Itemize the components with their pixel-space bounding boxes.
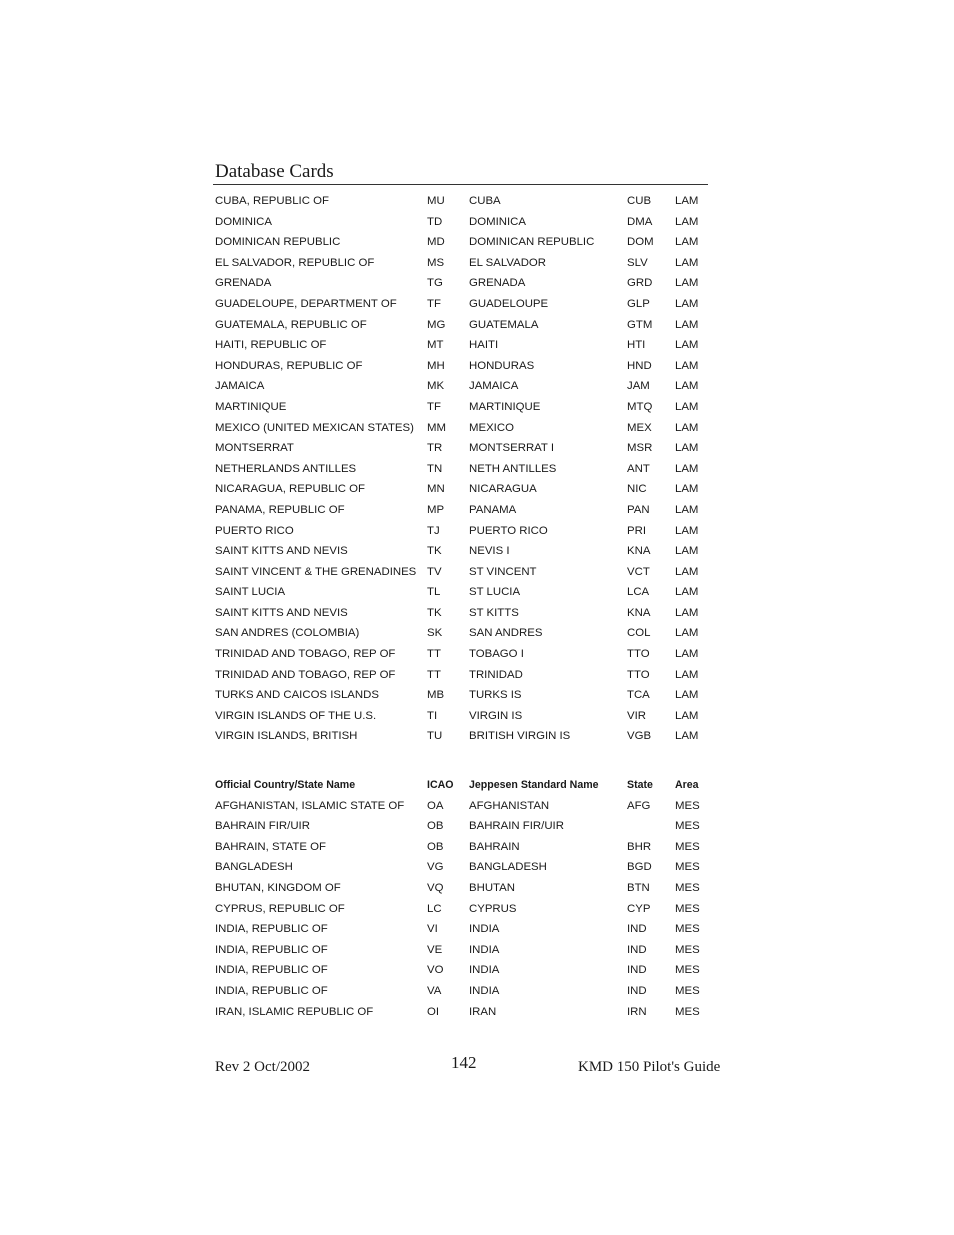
cell-state: TTO	[627, 648, 650, 661]
cell-jeppesen-name: INDIA	[469, 923, 500, 936]
cell-official-name: BHUTAN, KINGDOM OF	[215, 881, 341, 894]
cell-official-name: GRENADA	[215, 277, 272, 290]
table-row	[215, 603, 710, 624]
cell-state: IRN	[627, 1005, 647, 1018]
table-row	[215, 459, 710, 480]
cell-area: LAM	[675, 545, 699, 558]
cell-jeppesen-name: ST VINCENT	[469, 565, 537, 578]
table-row	[215, 500, 710, 521]
cell-official-name: JAMAICA	[215, 380, 265, 393]
cell-icao: TR	[427, 442, 443, 455]
cell-state: MTQ	[627, 400, 653, 413]
header-state: State	[627, 779, 653, 791]
cell-jeppesen-name: MONTSERRAT I	[469, 442, 555, 455]
cell-jeppesen-name: CYPRUS	[469, 902, 517, 915]
cell-state: BTN	[627, 881, 650, 894]
cell-jeppesen-name: CUBA	[469, 195, 501, 207]
cell-icao: TF	[427, 297, 441, 310]
table-row	[215, 191, 710, 212]
cell-area: MES	[675, 799, 700, 812]
table-row	[215, 232, 710, 253]
cell-icao: VE	[427, 943, 443, 956]
cell-area: LAM	[675, 730, 699, 743]
cell-state: BGD	[627, 861, 652, 874]
cell-area: LAM	[675, 503, 699, 516]
cell-icao: MG	[427, 318, 446, 331]
cell-state: IND	[627, 984, 647, 997]
cell-area: LAM	[675, 339, 699, 352]
cell-jeppesen-name: IRAN	[469, 1005, 497, 1018]
cell-official-name: BANGLADESH	[215, 861, 293, 874]
cell-state: VGB	[627, 730, 652, 743]
cell-area: LAM	[675, 318, 699, 331]
table-row	[215, 438, 710, 459]
cell-official-name: HONDURAS, REPUBLIC OF	[215, 359, 363, 372]
cell-state: DMA	[627, 215, 653, 228]
cell-official-name: VIRGIN ISLANDS, BRITISH	[215, 730, 358, 743]
table-row	[215, 479, 710, 500]
table-header-row	[215, 775, 710, 796]
cell-official-name: PANAMA, REPUBLIC OF	[215, 503, 345, 516]
cell-icao: VO	[427, 964, 444, 977]
cell-icao: MS	[427, 256, 445, 269]
cell-icao: MH	[427, 359, 445, 372]
cell-jeppesen-name: BHUTAN	[469, 881, 515, 894]
cell-state: KNA	[627, 545, 651, 558]
cell-area: LAM	[675, 442, 699, 455]
cell-official-name: INDIA, REPUBLIC OF	[215, 923, 328, 936]
table-row	[215, 273, 710, 294]
cell-area: LAM	[675, 421, 699, 434]
cell-jeppesen-name: HAITI	[469, 339, 499, 352]
cell-icao: TK	[427, 606, 442, 619]
cell-jeppesen-name: TURKS IS	[469, 689, 522, 702]
cell-icao: VI	[427, 923, 438, 936]
table-row	[215, 960, 710, 981]
cell-official-name: SAINT LUCIA	[215, 586, 286, 599]
cell-official-name: SAINT KITTS AND NEVIS	[215, 606, 348, 619]
cell-area: LAM	[675, 648, 699, 661]
cell-jeppesen-name: INDIA	[469, 964, 500, 977]
cell-area: LAM	[675, 689, 699, 702]
cell-area: LAM	[675, 297, 699, 310]
cell-official-name: TURKS AND CAICOS ISLANDS	[215, 689, 379, 702]
cell-state: IND	[627, 943, 647, 956]
cell-official-name: NETHERLANDS ANTILLES	[215, 462, 357, 475]
table-row	[215, 623, 710, 644]
footer-revision: Rev 2 Oct/2002	[215, 1059, 310, 1075]
cell-area: LAM	[675, 668, 699, 681]
footer-guide-title: KMD 150 Pilot's Guide	[578, 1059, 721, 1075]
cell-official-name: MEXICO (UNITED MEXICAN STATES)	[215, 421, 414, 434]
cell-state: ANT	[627, 462, 650, 475]
cell-official-name: INDIA, REPUBLIC OF	[215, 964, 328, 977]
cell-state: DOM	[627, 236, 654, 249]
cell-official-name: EL SALVADOR, REPUBLIC OF	[215, 256, 375, 269]
country-table-mes	[215, 775, 710, 1022]
cell-area: LAM	[675, 462, 699, 475]
cell-official-name: GUADELOUPE, DEPARTMENT OF	[215, 297, 397, 310]
cell-area: MES	[675, 881, 700, 894]
cell-icao: TT	[427, 648, 441, 661]
cell-area: MES	[675, 820, 700, 833]
table-row	[215, 521, 710, 542]
cell-jeppesen-name: GUADELOUPE	[469, 297, 549, 310]
cell-icao: TV	[427, 565, 442, 578]
table-row	[215, 253, 710, 274]
table-row	[215, 1002, 710, 1023]
cell-official-name: HAITI, REPUBLIC OF	[215, 339, 327, 352]
cell-icao: TI	[427, 709, 438, 722]
footer-page-number: 142	[451, 1053, 477, 1072]
cell-icao: VQ	[427, 881, 444, 894]
cell-jeppesen-name: AFGHANISTAN	[469, 799, 550, 812]
cell-official-name: INDIA, REPUBLIC OF	[215, 943, 328, 956]
cell-jeppesen-name: BAHRAIN FIR/UIR	[469, 820, 564, 833]
cell-official-name: BAHRAIN FIR/UIR	[215, 820, 310, 833]
cell-area: MES	[675, 1005, 700, 1018]
cell-icao: TG	[427, 277, 443, 290]
cell-jeppesen-name: NEVIS I	[469, 545, 510, 558]
cell-area: LAM	[675, 524, 699, 537]
cell-state: HND	[627, 359, 652, 372]
cell-jeppesen-name: NETH ANTILLES	[469, 462, 557, 475]
cell-state: LCA	[627, 586, 650, 599]
table-row	[215, 706, 710, 727]
cell-state: GRD	[627, 277, 653, 290]
cell-official-name: GUATEMALA, REPUBLIC OF	[215, 318, 367, 331]
cell-area: MES	[675, 964, 700, 977]
cell-jeppesen-name: PUERTO RICO	[469, 524, 548, 537]
cell-area: LAM	[675, 709, 699, 722]
cell-jeppesen-name: JAMAICA	[469, 380, 519, 393]
cell-icao: VA	[427, 984, 442, 997]
cell-state: HTI	[627, 339, 646, 352]
cell-official-name: MONTSERRAT	[215, 442, 294, 455]
cell-icao: MK	[427, 380, 445, 393]
header-icao: ICAO	[427, 779, 454, 791]
header-area: Area	[675, 779, 699, 791]
cell-icao: MT	[427, 339, 444, 352]
cell-icao: TD	[427, 215, 443, 228]
cell-jeppesen-name: DOMINICAN REPUBLIC	[469, 236, 595, 249]
table-row	[215, 919, 710, 940]
table-row	[215, 685, 710, 706]
cell-area: LAM	[675, 359, 699, 372]
cell-jeppesen-name: DOMINICA	[469, 215, 526, 228]
cell-area: LAM	[675, 627, 699, 640]
cell-state: AFG	[627, 799, 651, 812]
cell-state: CUB	[627, 195, 652, 207]
cell-state: IND	[627, 923, 647, 936]
cell-state: PRI	[627, 524, 646, 537]
cell-icao: OA	[427, 799, 444, 812]
cell-state: COL	[627, 627, 651, 640]
table-row	[215, 582, 710, 603]
table-row	[215, 940, 710, 961]
header-official-name: Official Country/State Name	[215, 779, 356, 791]
cell-official-name: PUERTO RICO	[215, 524, 294, 537]
cell-icao: OI	[427, 1005, 440, 1018]
cell-area: LAM	[675, 565, 699, 578]
cell-jeppesen-name: BAHRAIN	[469, 840, 520, 853]
cell-icao: SK	[427, 627, 443, 640]
cell-state: GTM	[627, 318, 653, 331]
title-divider	[213, 184, 708, 185]
table-row	[215, 796, 710, 817]
cell-official-name: CYPRUS, REPUBLIC OF	[215, 902, 345, 915]
cell-jeppesen-name: MARTINIQUE	[469, 400, 541, 413]
cell-area: LAM	[675, 586, 699, 599]
cell-area: MES	[675, 902, 700, 915]
table-row	[215, 294, 710, 315]
table-row	[215, 315, 710, 336]
cell-jeppesen-name: ST LUCIA	[469, 586, 521, 599]
cell-official-name: DOMINICAN REPUBLIC	[215, 236, 341, 249]
cell-jeppesen-name: BANGLADESH	[469, 861, 547, 874]
cell-jeppesen-name: TOBAGO I	[469, 648, 524, 661]
cell-area: LAM	[675, 380, 699, 393]
cell-state: CYP	[627, 902, 651, 915]
country-table-lam	[215, 191, 710, 747]
cell-icao: MP	[427, 503, 445, 516]
cell-official-name: MARTINIQUE	[215, 400, 287, 413]
cell-icao: TK	[427, 545, 442, 558]
cell-state: TCA	[627, 689, 650, 702]
cell-icao: TF	[427, 400, 441, 413]
cell-state: PAN	[627, 503, 650, 516]
cell-area: LAM	[675, 483, 699, 496]
cell-icao: VG	[427, 861, 444, 874]
cell-icao: MN	[427, 483, 445, 496]
cell-area: MES	[675, 861, 700, 874]
cell-official-name: AFGHANISTAN, ISLAMIC STATE OF	[215, 799, 405, 812]
cell-jeppesen-name: GRENADA	[469, 277, 526, 290]
cell-official-name: SAINT KITTS AND NEVIS	[215, 545, 348, 558]
cell-state: MSR	[627, 442, 653, 455]
table-row	[215, 837, 710, 858]
cell-area: MES	[675, 984, 700, 997]
cell-official-name: BAHRAIN, STATE OF	[215, 840, 326, 853]
cell-area: LAM	[675, 277, 699, 290]
table-row	[215, 541, 710, 562]
cell-jeppesen-name: BRITISH VIRGIN IS	[469, 730, 571, 743]
cell-official-name: TRINIDAD AND TOBAGO, REP OF	[215, 668, 396, 681]
cell-jeppesen-name: GUATEMALA	[469, 318, 539, 331]
cell-official-name: CUBA, REPUBLIC OF	[215, 195, 329, 207]
cell-jeppesen-name: HONDURAS	[469, 359, 535, 372]
cell-area: LAM	[675, 236, 699, 249]
cell-official-name: INDIA, REPUBLIC OF	[215, 984, 328, 997]
table-row	[215, 878, 710, 899]
cell-jeppesen-name: INDIA	[469, 984, 500, 997]
page-title: Database Cards	[215, 161, 334, 182]
table-row	[215, 816, 710, 837]
cell-jeppesen-name: NICARAGUA	[469, 483, 537, 496]
cell-state: VCT	[627, 565, 650, 578]
cell-icao: TN	[427, 462, 443, 475]
table-row	[215, 726, 710, 747]
cell-official-name: IRAN, ISLAMIC REPUBLIC OF	[215, 1005, 374, 1018]
table-row	[215, 212, 710, 233]
cell-area: LAM	[675, 606, 699, 619]
table-row	[215, 397, 710, 418]
cell-area: LAM	[675, 195, 699, 207]
cell-area: MES	[675, 923, 700, 936]
cell-area: MES	[675, 943, 700, 956]
cell-icao: TT	[427, 668, 441, 681]
cell-state: JAM	[627, 380, 650, 393]
cell-state: KNA	[627, 606, 651, 619]
cell-icao: OB	[427, 820, 444, 833]
cell-icao: OB	[427, 840, 444, 853]
cell-state: BHR	[627, 840, 652, 853]
table-row	[215, 562, 710, 583]
table-row	[215, 665, 710, 686]
cell-jeppesen-name: PANAMA	[469, 503, 517, 516]
table-row	[215, 376, 710, 397]
cell-state: GLP	[627, 297, 650, 310]
cell-icao: TJ	[427, 524, 440, 537]
table-row	[215, 981, 710, 1002]
cell-area: MES	[675, 840, 700, 853]
cell-state: SLV	[627, 256, 648, 269]
cell-icao: MM	[427, 421, 446, 434]
cell-jeppesen-name: INDIA	[469, 943, 500, 956]
cell-jeppesen-name: VIRGIN IS	[469, 709, 523, 722]
cell-area: LAM	[675, 400, 699, 413]
cell-area: LAM	[675, 215, 699, 228]
cell-state: MEX	[627, 421, 652, 434]
header-jeppesen-name: Jeppesen Standard Name	[469, 779, 599, 791]
cell-icao: MU	[427, 195, 445, 207]
cell-state: IND	[627, 964, 647, 977]
cell-official-name: SAN ANDRES (COLOMBIA)	[215, 627, 360, 640]
cell-state: NIC	[627, 483, 647, 496]
cell-state: VIR	[627, 709, 646, 722]
cell-official-name: DOMINICA	[215, 215, 272, 228]
cell-official-name: TRINIDAD AND TOBAGO, REP OF	[215, 648, 396, 661]
cell-official-name: VIRGIN ISLANDS OF THE U.S.	[215, 709, 377, 722]
cell-jeppesen-name: EL SALVADOR	[469, 256, 547, 269]
cell-official-name: NICARAGUA, REPUBLIC OF	[215, 483, 366, 496]
cell-icao: TU	[427, 730, 443, 743]
table-row	[215, 356, 710, 377]
cell-official-name: SAINT VINCENT & THE GRENADINES	[215, 565, 417, 578]
cell-icao: MB	[427, 689, 445, 702]
cell-icao: TL	[427, 586, 441, 599]
cell-icao: LC	[427, 902, 442, 915]
cell-jeppesen-name: SAN ANDRES	[469, 627, 543, 640]
cell-jeppesen-name: ST KITTS	[469, 606, 519, 619]
cell-jeppesen-name: MEXICO	[469, 421, 514, 434]
table-row	[215, 899, 710, 920]
table-row	[215, 418, 710, 439]
cell-area: LAM	[675, 256, 699, 269]
cell-state: TTO	[627, 668, 650, 681]
cell-jeppesen-name: TRINIDAD	[469, 668, 523, 681]
table-row	[215, 857, 710, 878]
cell-icao: MD	[427, 236, 445, 249]
table-row	[215, 644, 710, 665]
table-row	[215, 335, 710, 356]
